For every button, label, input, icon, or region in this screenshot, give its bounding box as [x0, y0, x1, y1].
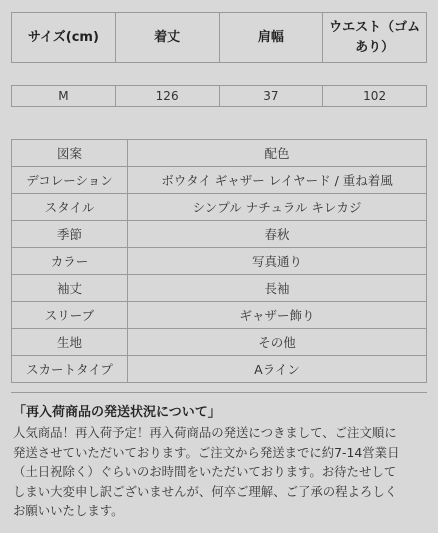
attribute-value: 写真通り — [128, 248, 427, 275]
size-value-cell: 126 — [115, 86, 219, 107]
size-value-table — [11, 85, 427, 107]
attribute-value: 長袖 — [128, 275, 427, 302]
attribute-label: 生地 — [12, 329, 128, 356]
table-row — [12, 356, 427, 383]
attribute-value: シンプル ナチュラル キレカジ — [128, 194, 427, 221]
notice-line: お願いいたします。 — [13, 503, 124, 518]
table-row — [12, 194, 427, 221]
attribute-label: デコレーション — [12, 167, 128, 194]
attribute-value: ギャザー飾り — [128, 302, 427, 329]
attribute-value: 配色 — [128, 140, 427, 167]
attribute-label: 季節 — [12, 221, 128, 248]
attributes-table — [11, 139, 427, 383]
size-value-cell: M — [12, 86, 116, 107]
attribute-label: スカートタイプ — [12, 356, 128, 383]
table-row — [12, 86, 427, 107]
notice-line: しまい大変申し訳ございませんが、何卒ご理解、ご了承の程よろしく — [13, 483, 398, 499]
table-row — [12, 167, 427, 194]
attribute-value: Aライン — [128, 356, 427, 383]
size-header-table — [11, 12, 427, 63]
attribute-label: 袖丈 — [12, 275, 128, 302]
size-value-cell: 37 — [219, 86, 323, 107]
size-header-cell: 肩幅 — [219, 13, 323, 63]
attribute-label: 図案 — [12, 140, 128, 167]
size-header-row — [12, 13, 427, 63]
table-row — [12, 140, 427, 167]
attribute-value: その他 — [128, 329, 427, 356]
attribute-label: カラー — [12, 248, 128, 275]
table-row — [12, 275, 427, 302]
table-row — [12, 221, 427, 248]
attribute-label: スタイル — [12, 194, 128, 221]
size-header-cell: 着丈 — [115, 13, 219, 63]
notice-body — [11, 423, 429, 521]
size-header-cell: サイズ(cm) — [12, 13, 116, 63]
table-row — [12, 329, 427, 356]
notice-title: 「再入荷商品の発送状況について」 — [13, 405, 221, 420]
notice-line: 発送させていただいております。ご注文から発送までに約7-14営業日 — [13, 444, 400, 460]
attribute-value: ボウタイ ギャザー レイヤード / 重ね着風 — [128, 167, 427, 194]
attribute-value: 春秋 — [128, 221, 427, 248]
notice-line: 人気商品！再入荷予定！再入荷商品の発送につきまして、ご注文順に — [13, 425, 397, 440]
size-value-cell: 102 — [323, 86, 427, 107]
restock-notice — [11, 392, 427, 521]
size-header-cell: ウエスト（ゴムあり） — [323, 13, 427, 63]
notice-line: （土日祝除く）ぐらいのお時間をいただいております。お待たせして — [13, 464, 397, 479]
table-row — [12, 302, 427, 329]
table-row — [12, 248, 427, 275]
attribute-label: スリーブ — [12, 302, 128, 329]
